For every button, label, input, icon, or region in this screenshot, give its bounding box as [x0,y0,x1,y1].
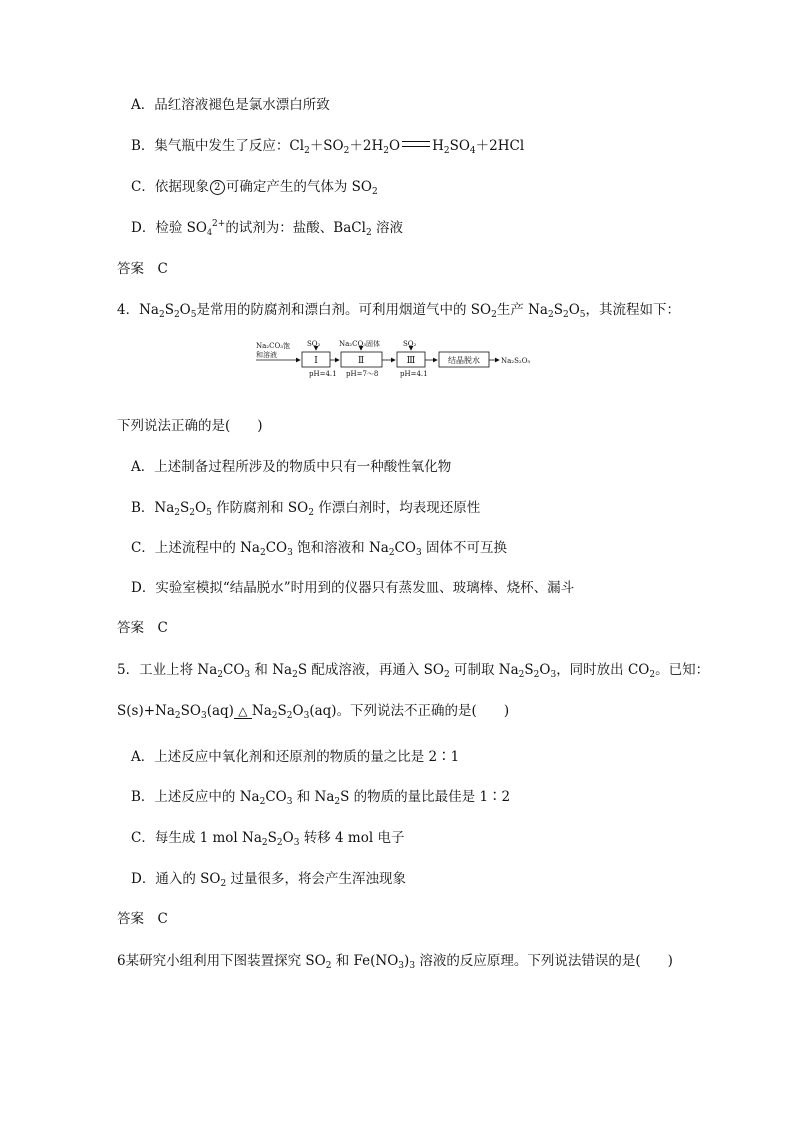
flow-ph-3: pH=4.1 [400,370,428,378]
q3-option-c: C．依据现象 2 可确定产生的气体为 $SO_2$ [131,179,378,197]
flow-product: Na₂S₂O₅ [501,357,531,365]
flow-input-line1: Na₂CO₃饱 [256,342,291,350]
flow-so2-b: SO₂ [403,340,417,348]
q4-option-c: C．上述流程中的 $Na_2CO_3$ 饱和溶液和 $Na_2CO_3$ 固体不可互换 [131,540,507,558]
heat-delta-icon: △ [234,701,252,721]
q4-option-b: B．$Na_2S_2O_5$ 作防腐剂和 $SO_2$ 作漂白剂时，均表现还原性 [131,500,481,518]
q5-option-c: C．每生成 1 mol $Na_2S_2O_3$ 转移 4 mol 电子 [131,830,405,848]
q5-option-a: A．上述反应中氧化剂和还原剂的物质的量之比是 2∶1 [131,749,460,765]
flow-box-4-label: 结晶脱水 [448,356,480,365]
equals-sign [402,141,430,147]
flow-solid: Na₂CO₃固体 [339,340,381,348]
flow-input-line2: 和溶液 [256,351,277,359]
q5-option-d: D．通入的 $SO_2$ 过量很多，将会产生浑浊现象 [131,871,406,889]
q5-option-b: B．上述反应中的 $Na_2CO_3$ 和 $Na_2S$ 的物质的量比最佳是 1∶2 [131,789,511,807]
q5-equation-line: $S(s)+Na_2SO_3(aq)$ △ $Na_2S_2O_3(aq)$。下列说法不正确的是( ) [117,703,510,721]
q5-stem: 5．工业上将 $Na_2CO_3$ 和 $Na_2S$ 配成溶液，再通入 $SO_2$ 可制取 $Na_2S_2O_3$，同时放出 $CO_2$。已知： [117,662,710,680]
q3-answer: 答案 C [117,261,168,277]
q4-option-d: D．实验室模拟“结晶脱水”时用到的仪器只有蒸发皿、玻璃棒、烧杯、漏斗 [131,580,575,596]
flow-box-1-label: Ⅰ [314,356,318,366]
q3-option-b: B．集气瓶中发生了反应：$Cl_2+SO_2+2H_2O$ $H_2SO_4+2HCl$ [131,138,525,156]
flow-box-2-label: Ⅱ [357,356,365,366]
q6-stem: 6某研究小组利用下图装置探究 $SO_2$ 和 $Fe(NO_3)_3$ 溶液的反应原理。下列说法错误的是( ) [117,953,673,971]
q4-option-a: A．上述制备过程所涉及的物质中只有一种酸性氧化物 [131,459,452,475]
q4-stem: 4．$Na_2S_2O_5$是常用的防腐剂和漂白剂。可利用烟道气中的 $SO_2$生产 $Na_2S_2O_5$，其流程如下： [117,302,681,320]
flow-box-3-label: Ⅲ [406,356,416,366]
q3-option-a: A．品红溶液褪色是氯水漂白所致 [131,97,330,113]
q5-answer: 答案 C [117,911,168,927]
q3-option-d: D．检验 $SO_4^{2+}$的试剂为：盐酸、BaCl$_2$ 溶液 [131,219,403,238]
q4-question: 下列说法正确的是( ) [117,418,263,434]
circled-two-icon: 2 [210,180,225,195]
q4-answer: 答案 C [117,620,168,636]
process-flow-diagram [250,336,550,378]
flow-ph-1: pH=4.1 [309,370,337,378]
flow-ph-2: pH=7～8 [346,370,379,378]
flow-so2-a: SO₂ [307,340,321,348]
